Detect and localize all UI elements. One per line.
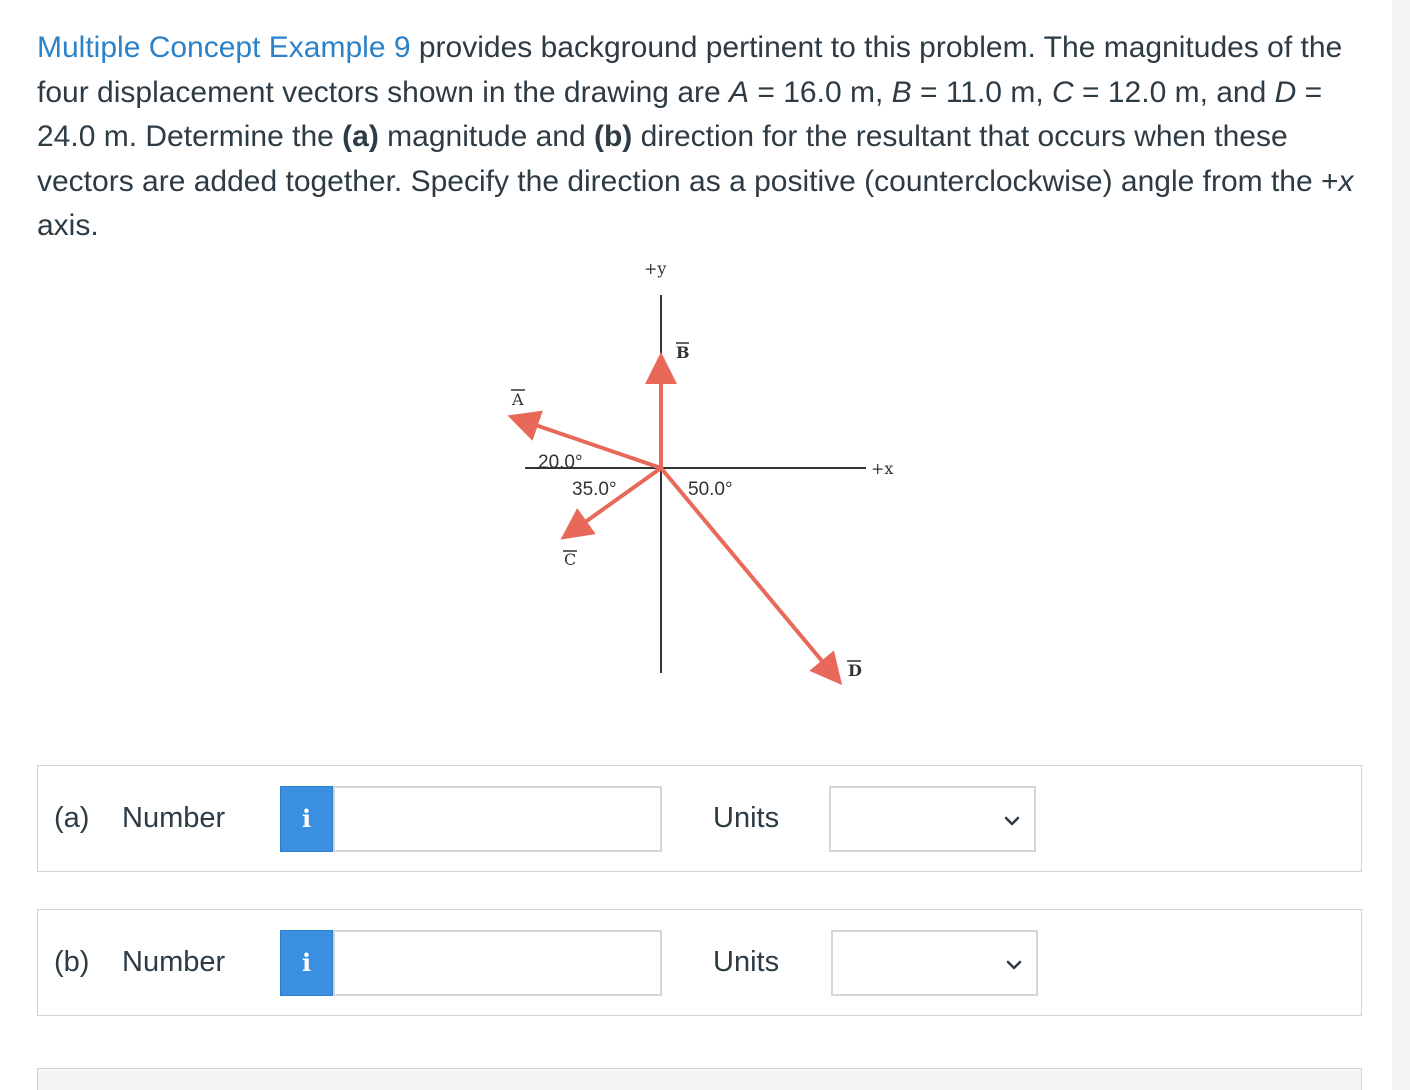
answer-row-a: [37, 765, 1362, 872]
vector-c-label: C: [564, 550, 577, 569]
part-label: (a): [54, 802, 90, 834]
question-text-part: axis.: [37, 209, 99, 242]
angle-a-label: 20.0°: [538, 452, 583, 473]
info-icon[interactable]: i: [280, 930, 333, 996]
number-input-a[interactable]: [333, 786, 662, 852]
question-text-part: = 12.0 m, and: [1073, 75, 1275, 109]
vector-diagram: [480, 250, 940, 700]
var-x: x: [1338, 164, 1354, 198]
chevron-down-icon: [1004, 813, 1020, 829]
chevron-down-icon: [1006, 957, 1022, 973]
number-label: Number: [122, 802, 226, 834]
multiple-concept-example-link[interactable]: Multiple Concept Example 9: [37, 31, 411, 64]
vector-diagram-svg: [480, 250, 940, 700]
vector-b-label: B: [676, 343, 690, 362]
var-c: C: [1052, 75, 1074, 109]
next-panel-edge: [37, 1068, 1362, 1090]
vector-a: [515, 418, 661, 468]
answer-row-b: [37, 909, 1362, 1016]
number-label: Number: [122, 946, 226, 978]
units-dropdown-a[interactable]: [829, 786, 1036, 852]
x-axis-label: +x: [871, 459, 894, 478]
var-a: A: [729, 75, 750, 109]
info-icon[interactable]: i: [280, 786, 333, 852]
units-label: Units: [713, 946, 780, 978]
vector-a-label: A: [512, 390, 524, 409]
question-text: [37, 26, 1367, 249]
angle-d-label: 50.0°: [688, 479, 733, 500]
question-text-part: provides background pertinent to this problem. The magnitudes of the four displacement vectors shown in the drawing are: [37, 31, 1343, 109]
units-dropdown-b[interactable]: [831, 930, 1038, 996]
question-text-part: = 11.0 m,: [911, 75, 1052, 109]
question-text-part: magnitude and: [378, 120, 594, 153]
number-input-b[interactable]: [333, 930, 662, 996]
var-d: D: [1274, 75, 1297, 109]
question-text-part: = 24.0 m. Determine the: [37, 75, 1323, 153]
angle-c-label: 35.0°: [572, 479, 617, 500]
scrollbar-track[interactable]: [1392, 0, 1410, 1090]
vector-d-label: D: [848, 661, 862, 680]
part-label: (b): [54, 946, 90, 978]
y-axis-label: +y: [644, 259, 667, 278]
part-a-ref: (a): [342, 120, 379, 153]
units-label: Units: [713, 802, 780, 834]
question-text-part: = 16.0 m,: [749, 75, 892, 109]
var-b: B: [891, 75, 912, 109]
part-b-ref: (b): [593, 120, 633, 153]
question-text-part: direction for the resultant that occurs when these vectors are added together. Specify the direction as a positive (counterclockwise) angle from the +: [37, 120, 1339, 198]
